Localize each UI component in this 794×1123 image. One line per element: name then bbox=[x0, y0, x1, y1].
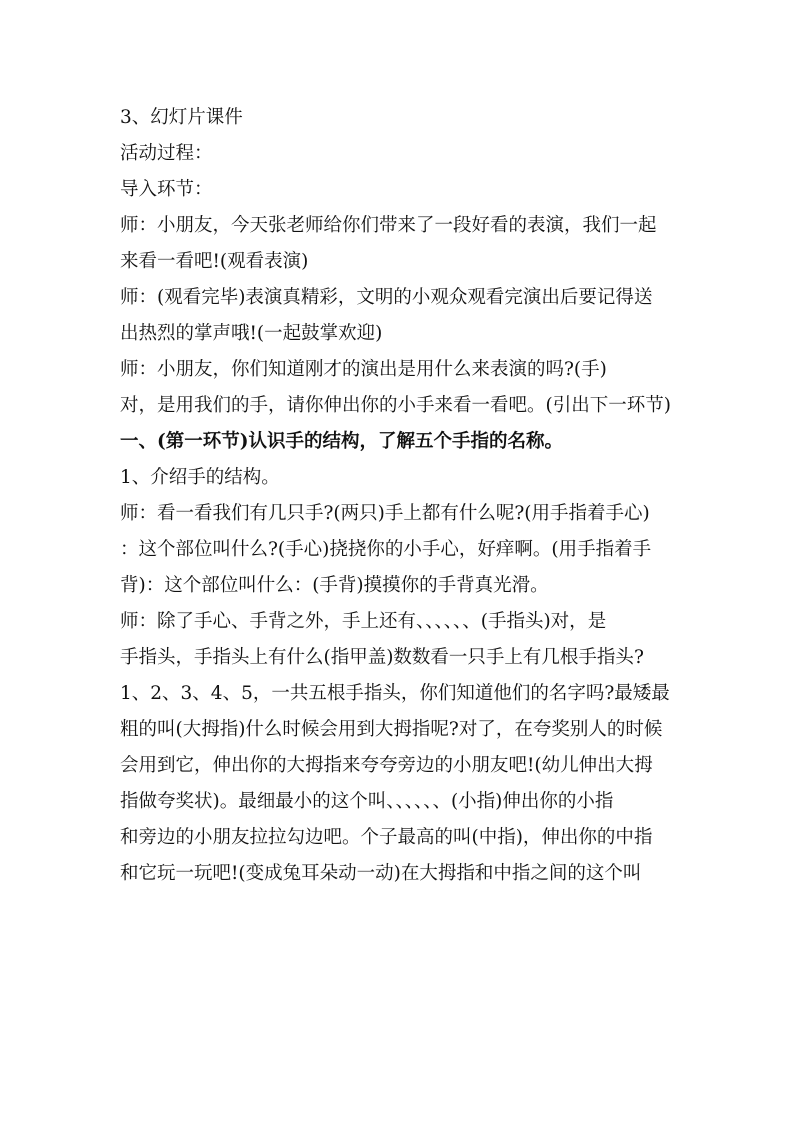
text-line: 师：小朋友，你们知道刚才的演出是用什么来表演的吗?(手) bbox=[120, 359, 607, 380]
text-line: 手指头，手指头上有什么(指甲盖)数数看一只手上有几根手指头? bbox=[120, 647, 644, 668]
document-body bbox=[120, 100, 680, 892]
text-line: 指做夸奖状)。最细最小的这个叫、、、、、、(小指)伸出你的小指 bbox=[120, 791, 614, 812]
text-line: 和旁边的小朋友拉拉勾边吧。个子最高的叫(中指)，伸出你的中指 bbox=[120, 827, 653, 848]
text-line: 会用到它，伸出你的大拇指来夸夸旁边的小朋友吧!(幼儿伸出大拇 bbox=[120, 755, 653, 776]
text-line: 活动过程： bbox=[120, 143, 213, 164]
text-line: 1、介绍手的结构。 bbox=[120, 467, 280, 488]
text-line: 背)：这个部位叫什么：(手背)摸摸你的手背真光滑。 bbox=[120, 575, 549, 596]
text-line: 导入环节： bbox=[120, 179, 213, 200]
text-line: 1、2、3、4、5，一共五根手指头，你们知道他们的名字吗?最矮最 bbox=[120, 683, 670, 704]
text-line: 和它玩一玩吧!(变成兔耳朵动一动)在大拇指和中指之间的这个叫 bbox=[120, 863, 642, 884]
text-line: 出热烈的掌声哦!(一起鼓掌欢迎) bbox=[120, 323, 383, 344]
text-line: 粗的叫(大拇指)什么时候会用到大拇指呢?对了，在夸奖别人的时候 bbox=[120, 719, 663, 740]
text-line: 对，是用我们的手，请你伸出你的小手来看一看吧。(引出下一环节) bbox=[120, 395, 671, 416]
text-line: 3、幻灯片课件 bbox=[120, 107, 243, 128]
text-line: 师：除了手心、手背之外，手上还有、、、、、、(手指头)对，是 bbox=[120, 611, 607, 632]
text-line: 师：(观看完毕)表演真精彩，文明的小观众观看完演出后要记得送 bbox=[120, 287, 653, 308]
text-line: ：这个部位叫什么?(手心)挠挠你的小手心，好痒啊。(用手指着手 bbox=[120, 539, 652, 560]
text-line: 师：小朋友，今天张老师给你们带来了一段好看的表演，我们一起 bbox=[120, 215, 657, 236]
text-line: 师：看一看我们有几只手?(两只)手上都有什么呢?(用手指着手心) bbox=[120, 503, 650, 524]
text-line: 来看一看吧!(观看表演) bbox=[120, 251, 309, 272]
section-heading: 一、(第一环节)认识手的结构，了解五个手指的名称。 bbox=[120, 431, 564, 452]
